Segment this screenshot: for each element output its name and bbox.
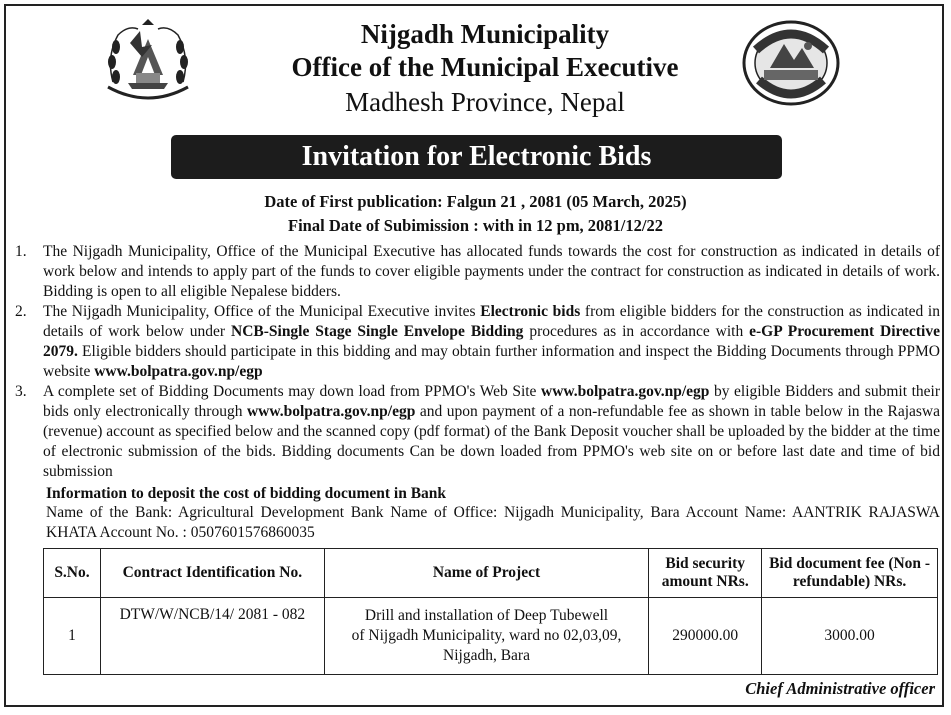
directive-text: e-GP Procurement Directive 2079. <box>43 323 940 360</box>
header-bid-security: Bid security amount NRs. <box>649 549 762 598</box>
publication-dates <box>0 190 951 238</box>
header-document-fee: Bid document fee (Non - refundable) NRs. <box>762 549 938 598</box>
ppmo-link[interactable]: www.bolpatra.gov.np/egp <box>541 383 710 400</box>
office-name: Office of the Municipal Executive <box>291 52 679 82</box>
paragraph-number: 3. <box>15 383 27 400</box>
nijgadh-municipality-logo-icon <box>742 20 840 106</box>
paragraph-2 <box>15 302 940 382</box>
table-row <box>44 598 938 675</box>
bid-details-table <box>43 548 938 675</box>
province-name: Madhesh Province, Nepal <box>345 87 625 117</box>
ppmo-link[interactable]: www.bolpatra.gov.np/egp <box>246 403 416 420</box>
notice-title: Invitation for Electronic Bids <box>171 135 782 179</box>
first-publication-date: Date of First publication: Falgun 21 , 2081 (05 March, 2025) <box>264 192 687 211</box>
cell-document-fee: 3000.00 <box>762 598 938 675</box>
header-project: Name of Project <box>324 549 649 598</box>
paragraph-text: The Nijgadh Municipality, Office of the Municipal Executive has allocated funds towards the cost for construction as indicated in details of work below and intends to apply part of the funds to cover eligible payments under the contract for construction as indicated in details of work. Bidding is open to all eligible Nepalese bidders. <box>43 243 940 300</box>
ppmo-link[interactable]: www.bolpatra.gov.np/egp <box>94 363 263 380</box>
nepal-coat-of-arms-icon <box>98 17 198 107</box>
paragraph-number: 2. <box>15 303 27 320</box>
electronic-bids-text: Electronic bids <box>480 303 581 320</box>
paragraph-text: A complete set of Bidding Documents may down load from PPMO's Web Site www.bolpatra.gov.np/egp by eligible Bidders and submit their bids only electronically through www.bolpatra.gov.np/egp and upon payment of a non-refundable fee as shown in table below in the Rajaswa (revenue) account as specified below and the scanned copy (pdf format) of the Bank Deposit voucher shall be uploaded by the bidder at the time of electronic submission of the bids. Bidding documents Can be down loaded from PPMO's web site on or before last date and time of bid submission <box>43 383 940 480</box>
cell-contract-id: DTW/W/NCB/14/ 2081 - 082 <box>100 598 324 675</box>
header-sno: S.No. <box>44 549 101 598</box>
letterhead <box>250 18 720 120</box>
paragraph-3 <box>15 382 940 482</box>
bidding-procedure-text: NCB-Single Stage Single Envelope Bidding <box>231 323 524 340</box>
bank-info-details: Name of the Bank: Agricultural Development Bank Name of Office: Nijgadh Municipality, Bara Account Name: AANTRIK RAJASWA KHATA Account No. : 0507601576860035 <box>46 504 940 541</box>
cell-sno: 1 <box>44 598 101 675</box>
header-contract-id: Contract Identification No. <box>100 549 324 598</box>
cell-bid-security: 290000.00 <box>649 598 762 675</box>
cell-project: Drill and installation of Deep Tubewell of Nijgadh Municipality, ward no 02,03,09, Nijgadh, Bara <box>324 598 649 675</box>
final-submission-date: Final Date of Subimission : with in 12 pm, 2081/12/22 <box>288 216 663 235</box>
organization-name: Nijgadh Municipality <box>360 19 610 49</box>
bank-info-heading: Information to deposit the cost of bidding document in Bank <box>46 485 447 502</box>
table-header-row <box>44 549 938 598</box>
paragraph-1 <box>15 242 940 302</box>
paragraph-number: 1. <box>15 243 27 260</box>
paragraph-text: The Nijgadh Municipality, Office of the Municipal Executive invites Electronic bids from eligible bidders for the construction as indicated in details of work below under NCB-Single Stage Single Envelope Bidding procedures as in accordance with e-GP Procurement Directive 2079. Eligible bidders should participate in this bidding and may obtain further information and inspect the Bidding Documents through PPMO website www.bolpatra.gov.np/egp <box>43 303 940 380</box>
signatory-title: Chief Administrative officer <box>745 679 935 698</box>
